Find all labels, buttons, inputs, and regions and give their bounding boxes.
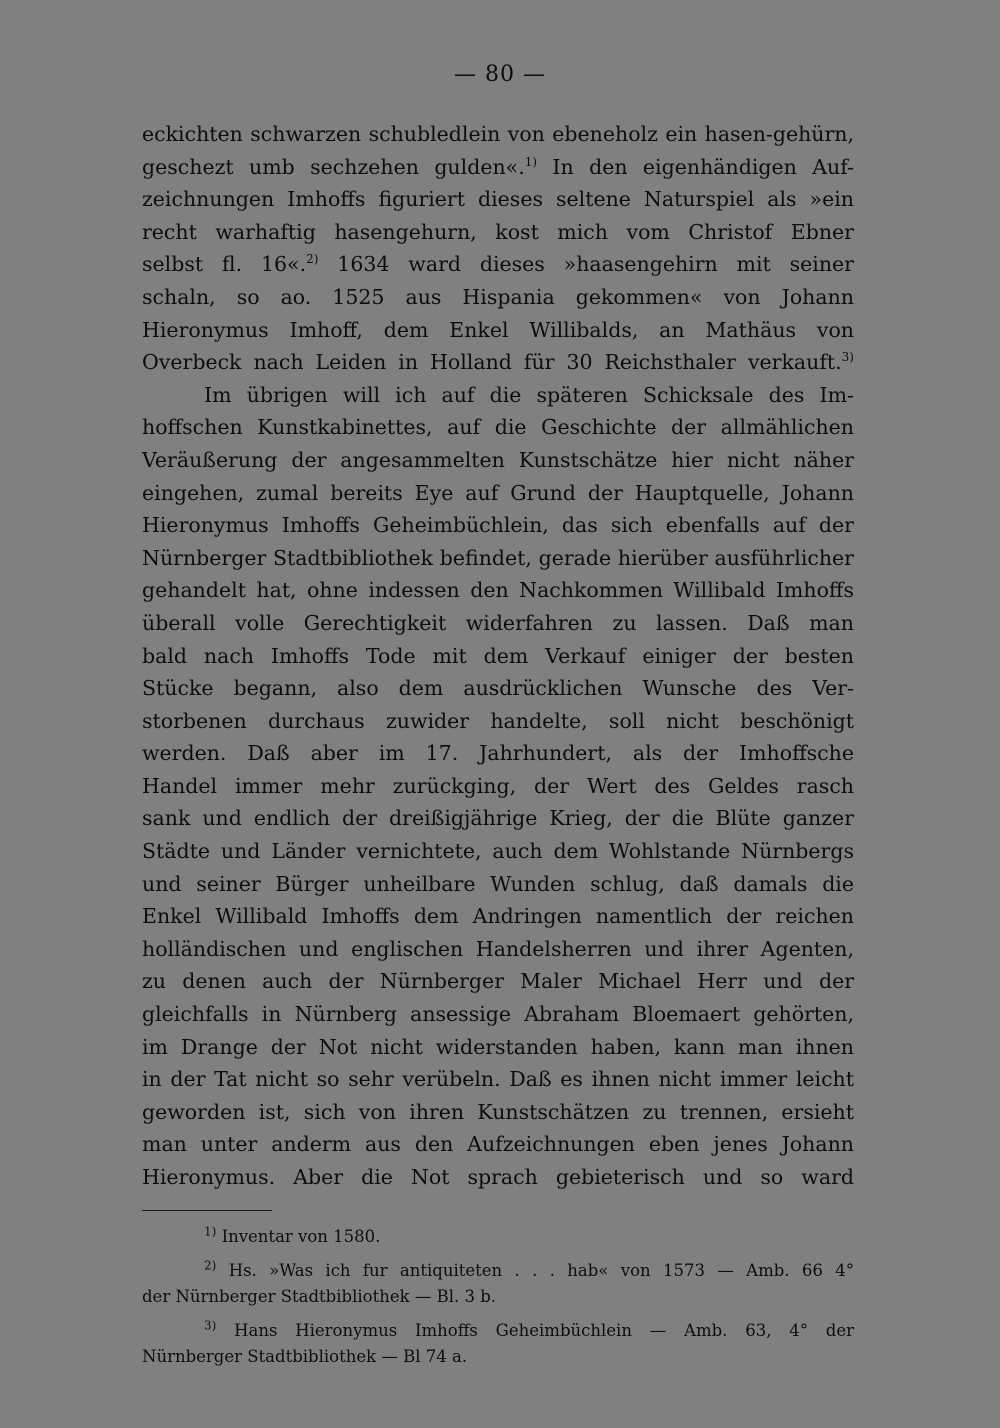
text-line-content: Hieronymus Imhoff, dem Enkel Willibalds, an Mathäus von <box>142 317 854 342</box>
text-line-content: geschezt umb sechzehen gulden«. <box>142 154 525 179</box>
text-line-content: holländischen und englischen Handelsherren und ihrer Agenten, <box>142 936 854 961</box>
footnote-marker: 3) <box>204 1318 217 1333</box>
text-line <box>142 933 854 966</box>
text-line-content: Stücke begann, also dem ausdrücklichen Wunsche des Ver- <box>142 676 854 701</box>
text-line <box>142 281 854 314</box>
text-line-content: Hieronymus Imhoffs Geheimbüchlein, das sich ebenfalls auf der <box>142 513 854 538</box>
text-line <box>142 900 854 933</box>
text-line-content: selbst fl. 16«. <box>142 252 307 277</box>
text-line-content: im Drange der Not nicht widerstanden haben, kann man ihnen <box>142 1034 854 1059</box>
text-line <box>142 1096 854 1129</box>
text-line-content: werden. Daß aber im 17. Jahrhundert, als der Imhoffsche <box>142 741 854 766</box>
text-line-continuation: 1634 ward dieses »haasengehirn mit seiner <box>318 252 854 277</box>
text-line <box>142 835 854 868</box>
text-line <box>142 998 854 1031</box>
text-line-content: recht warhaftig hasengehurn, kost mich vom Christof Ebner <box>142 219 854 244</box>
text-line <box>142 379 854 412</box>
footnotes <box>142 1224 854 1370</box>
text-line-content: in der Tat nicht so sehr verübeln. Daß es ihnen nicht immer leicht <box>142 1067 854 1092</box>
text-line <box>142 411 854 444</box>
footnote-text: der Nürnberger Stadtbibliothek — Bl. 3 b. <box>142 1287 497 1306</box>
footnote-line <box>142 1258 854 1284</box>
footnote-line <box>142 1318 854 1344</box>
text-line-content: Im übrigen will ich auf die späteren Schicksale des Im- <box>204 382 854 407</box>
body-text <box>142 118 854 1194</box>
text-line-content: Nürnberger Stadtbibliothek befindet, gerade hierüber ausführlicher <box>142 545 854 570</box>
text-line-content: und seiner Bürger unheilbare Wunden schlug, daß damals die <box>142 871 854 896</box>
footnote-text: Nürnberger Stadtbibliothek — Bl 74 a. <box>142 1347 468 1366</box>
text-line-content: hoffschen Kunstkabinettes, auf die Geschichte der allmählichen <box>142 415 854 440</box>
text-line <box>142 248 854 281</box>
footnote-reference: 1) <box>524 154 538 169</box>
text-line <box>142 314 854 347</box>
page-number: — 80 — <box>454 62 546 87</box>
text-line-content: Overbeck nach Leiden in Holland für 30 Reichsthaler verkauft. <box>142 350 842 375</box>
footnote-line <box>142 1224 854 1250</box>
text-line <box>142 607 854 640</box>
text-line <box>142 477 854 510</box>
text-line-content: eingehen, zumal bereits Eye auf Grund der Hauptquelle, Johann <box>142 480 854 505</box>
text-line <box>142 1128 854 1161</box>
text-line <box>142 151 854 184</box>
text-line-content: man unter anderm aus den Aufzeichnungen eben jenes Johann <box>142 1132 854 1157</box>
text-line <box>142 346 854 379</box>
footnote-marker: 1) <box>204 1224 217 1239</box>
text-line <box>142 444 854 477</box>
text-line-content: Städte und Länder vernichtete, auch dem Wohlstande Nürnbergs <box>142 839 854 864</box>
text-line-content: eckichten schwarzen schubledlein von ebeneholz ein hasen-gehürn, <box>142 122 854 146</box>
text-line <box>142 672 854 705</box>
text-line <box>142 965 854 998</box>
text-line-content: zeichnungen Imhoffs figuriert dieses seltene Naturspiel als »ein <box>142 187 854 212</box>
text-line <box>142 640 854 673</box>
footnote-text: Inventar von 1580. <box>221 1227 381 1246</box>
text-line-content: bald nach Imhoffs Tode mit dem Verkauf einiger der besten <box>142 643 854 668</box>
footnote-gap <box>142 1250 854 1258</box>
text-line-content: zu denen auch der Nürnberger Maler Michael Herr und der <box>142 969 854 994</box>
text-line <box>142 770 854 803</box>
text-line <box>142 118 854 151</box>
text-line <box>142 183 854 216</box>
footnote-reference: 2) <box>306 252 319 267</box>
text-line-content: Handel immer mehr zurückging, der Wert des Geldes rasch <box>142 773 854 798</box>
footnote-line <box>142 1344 854 1370</box>
footnote-gap <box>142 1310 854 1318</box>
text-line <box>142 216 854 249</box>
footnote-reference: 3) <box>841 350 854 365</box>
text-line-content: gehandelt hat, ohne indessen den Nachkommen Willibald Imhoffs <box>142 578 854 603</box>
text-line-content: geworden ist, sich von ihren Kunstschätzen zu trennen, ersieht <box>142 1099 854 1124</box>
text-line <box>142 737 854 770</box>
text-line-content: Enkel Willibald Imhoffs dem Andringen namentlich der reichen <box>142 904 854 929</box>
text-line-content: überall volle Gerechtigkeit widerfahren zu lassen. Daß man <box>142 610 854 635</box>
text-line <box>142 705 854 738</box>
text-line <box>142 542 854 575</box>
footnote-line <box>142 1284 854 1310</box>
text-line <box>142 1063 854 1096</box>
text-line-content: sank und endlich der dreißigjährige Krieg, der die Blüte ganzer <box>142 806 854 831</box>
text-line-content: gleichfalls in Nürnberg ansessige Abraham Bloemaert gehörten, <box>142 1002 854 1027</box>
text-line <box>142 1161 854 1194</box>
footnote-marker: 2) <box>204 1258 217 1273</box>
text-line <box>142 509 854 542</box>
text-line <box>142 802 854 835</box>
text-line <box>142 868 854 901</box>
footnote-text: Hs. »Was ich fur antiquiteten . . . hab« von 1573 — Amb. 66 4° <box>228 1261 854 1280</box>
text-line-content: storbenen durchaus zuwider handelte, soll nicht beschönigt <box>142 708 854 733</box>
text-line <box>142 1031 854 1064</box>
text-line <box>142 574 854 607</box>
footnote-divider <box>142 1210 272 1211</box>
text-line-continuation: In den eigenhändigen Auf- <box>537 154 854 179</box>
text-line-content: Hieronymus. Aber die Not sprach gebieterisch und so ward <box>142 1165 854 1189</box>
text-line-content: Veräußerung der angesammelten Kunstschätze hier nicht näher <box>142 447 854 472</box>
footnote-text: Hans Hieronymus Imhoffs Geheimbüchlein — Amb. 63, 4° der <box>234 1321 854 1340</box>
text-line-content: schaln, so ao. 1525 aus Hispania gekommen« von Johann <box>142 284 854 309</box>
